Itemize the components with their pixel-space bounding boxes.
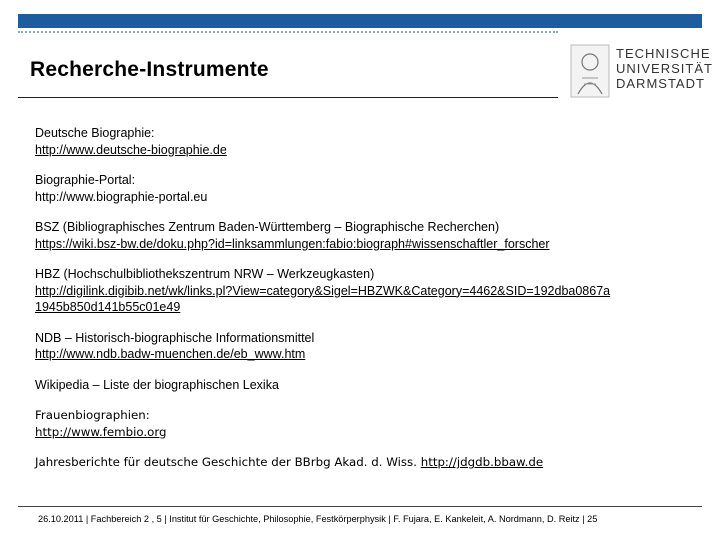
- entry-name: Deutsche Biographie:: [35, 126, 155, 140]
- entry-name: HBZ (Hochschulbibliothekszentrum NRW – Werkzeugkasten): [35, 267, 375, 281]
- entry-link[interactable]: https://wiki.bsz-bw.de/doku.php?id=linksammlungen:fabio:biograph#wissenschaftler_forscher: [35, 236, 550, 251]
- entry-link[interactable]: http://jdgdb.bbaw.de: [420, 455, 544, 469]
- entry-name: BSZ (Bibliographisches Zentrum Baden-Württemberg – Biographische Recherchen): [35, 220, 500, 234]
- list-item: [35, 330, 695, 363]
- entry-name: NDB – Historisch-biographische Informationsmittel: [35, 330, 315, 345]
- page-title: Recherche-Instrumente: [30, 58, 269, 81]
- footer-divider: [18, 506, 702, 507]
- list-item: [35, 172, 695, 205]
- title-divider: [18, 97, 558, 98]
- logo-line-3: DARMSTADT: [616, 76, 705, 91]
- entry-name: Biographie-Portal:: [35, 173, 136, 187]
- resource-list: [35, 125, 695, 485]
- header-bar: [18, 14, 702, 28]
- tu-darmstadt-logo: [566, 40, 713, 102]
- entry-url: http://www.biographie-portal.eu: [35, 189, 208, 204]
- entry-link[interactable]: http://www.fembio.org: [35, 424, 167, 439]
- entry-link[interactable]: http://www.ndb.badw-muenchen.de/eb_www.htm: [35, 347, 306, 361]
- logo-line-1: TECHNISCHE: [616, 46, 711, 61]
- list-item: [35, 266, 695, 316]
- list-item: [35, 219, 695, 252]
- entry-link[interactable]: http://www.deutsche-biographie.de: [35, 142, 227, 157]
- list-item: [35, 125, 695, 158]
- seal-icon: [570, 44, 610, 98]
- list-item: [35, 454, 695, 471]
- list-item: [35, 377, 695, 394]
- list-item: [35, 407, 695, 440]
- header-dotted-rule: [18, 31, 558, 33]
- university-name: [616, 46, 713, 91]
- entry-link[interactable]: http://digilink.digibib.net/wk/links.pl?View=category&Sigel=HBZWK&Category=4462&SID=192dba0867a 1945b850d141b55c01e49: [35, 283, 611, 314]
- footer: 26.10.2011 | Fachbereich 2 , 5 | Institut für Geschichte, Philosophie, Festkörperphysik | F. Fujara, E. Kankeleit, A. Nordmann, D. Reitz | 25: [38, 514, 598, 524]
- entry-name: Wikipedia – Liste der biographischen Lexika: [35, 377, 279, 392]
- logo-line-2: UNIVERSITÄT: [616, 61, 713, 76]
- entry-name: Jahresberichte für deutsche Geschichte der BBrbg Akad. d. Wiss.: [35, 455, 417, 469]
- entry-name: Frauenbiographien:: [35, 408, 150, 422]
